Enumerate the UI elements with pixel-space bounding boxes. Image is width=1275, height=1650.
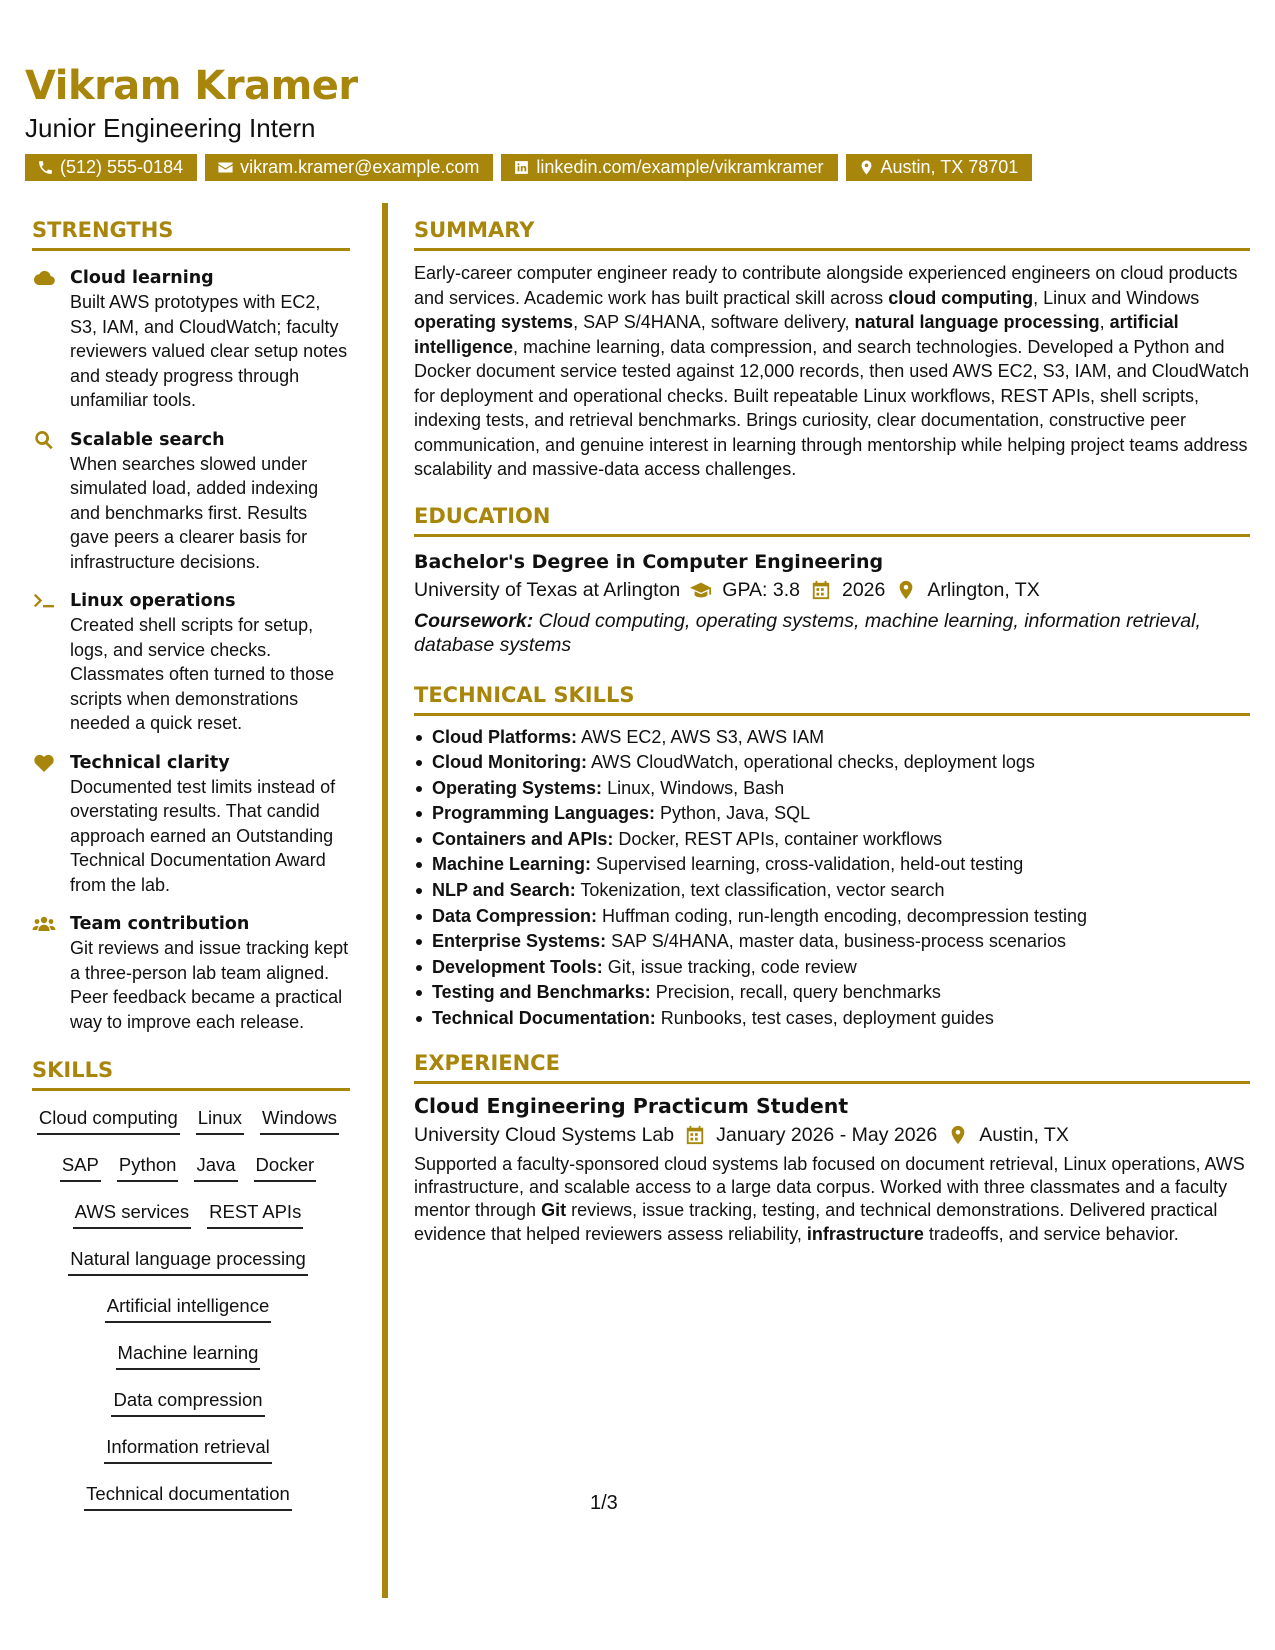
skill-tag: Docker <box>254 1152 317 1182</box>
education-heading: EDUCATION <box>414 502 1250 537</box>
skill-tag: Cloud computing <box>37 1105 180 1135</box>
contact-bar <box>25 154 1250 181</box>
contact-phone[interactable] <box>25 154 197 181</box>
list-item: Cloud Platforms: AWS EC2, AWS S3, AWS IAM <box>414 725 1250 751</box>
list-item: Operating Systems: Linux, Windows, Bash <box>414 776 1250 802</box>
calendar-icon <box>684 1125 706 1145</box>
skill-tag: Windows <box>260 1105 339 1135</box>
skill-tag: Information retrieval <box>104 1434 271 1464</box>
skill-tag: AWS services <box>73 1199 191 1229</box>
heart-icon <box>32 752 56 774</box>
contact-email-text: vikram.kramer@example.com <box>240 157 480 177</box>
gpa: GPA: 3.8 <box>722 578 800 601</box>
list-item: Testing and Benchmarks: Precision, recall, query benchmarks <box>414 980 1250 1006</box>
resume-header <box>25 62 1250 181</box>
contact-location-text: Austin, TX 78701 <box>880 157 1019 177</box>
education-meta <box>414 575 1250 605</box>
page-number: 1/3 <box>590 1492 618 1514</box>
technical-skills-section <box>414 681 1250 1032</box>
left-column <box>32 216 350 1528</box>
job-title: Cloud Engineering Practicum Student <box>414 1093 849 1118</box>
skill-tag: Data compression <box>111 1387 264 1417</box>
skill-tag: Artificial intelligence <box>105 1293 271 1323</box>
skill-tag: Technical documentation <box>84 1481 292 1511</box>
list-item: Development Tools: Git, issue tracking, code review <box>414 955 1250 981</box>
experience-description: Supported a faculty-sponsored cloud systems lab focused on document retrieval, Linux operations, AWS infrastructure, and scalable access to a large data corpus. Worked with three classmates and a faculty mentor through Git reviews, issue tracking, testing, and technical demonstrations. Delivered practical evidence that helped reviewers assess reliability, infrastructure tradeoffs, and service behavior. <box>414 1153 1245 1244</box>
envelope-icon <box>217 159 234 176</box>
phone-icon <box>37 159 54 176</box>
strength-item <box>32 589 350 736</box>
list-item: Machine Learning: Supervised learning, cross-validation, held-out testing <box>414 852 1250 878</box>
map-pin-icon <box>858 159 875 176</box>
technical-skills-list <box>414 725 1250 1032</box>
strength-title: Cloud learning <box>70 268 214 288</box>
contact-location <box>846 154 1033 181</box>
linkedin-icon <box>513 159 530 176</box>
contact-phone-text: (512) 555-0184 <box>60 157 184 177</box>
skill-tag: SAP <box>60 1152 101 1182</box>
list-item: Containers and APIs: Docker, REST APIs, container workflows <box>414 827 1250 853</box>
right-column <box>414 216 1250 1246</box>
map-pin-icon <box>947 1125 969 1145</box>
skills-section <box>32 1056 350 1528</box>
map-pin-icon <box>895 580 917 600</box>
experience-heading: EXPERIENCE <box>414 1049 1250 1084</box>
graduation-year: 2026 <box>841 578 886 601</box>
list-item: Data Compression: Huffman coding, run-length encoding, decompression testing <box>414 904 1250 930</box>
degree-title: Bachelor's Degree in Computer Engineering <box>414 550 884 573</box>
list-item: Cloud Monitoring: AWS CloudWatch, operational checks, deployment logs <box>414 750 1250 776</box>
technical-skills-heading: TECHNICAL SKILLS <box>414 681 1250 716</box>
cloud-icon <box>32 267 56 289</box>
candidate-role: Junior Engineering Intern <box>25 113 316 143</box>
experience-section <box>414 1049 1250 1246</box>
coursework: Coursework: Cloud computing, operating systems, machine learning, information retrieval, database systems <box>414 609 1201 656</box>
strength-item <box>32 266 350 413</box>
skill-tag: Natural language processing <box>68 1246 308 1276</box>
strength-description: Documented test limits instead of overstating results. That candid approach earned an Outstanding Technical Documentation Award from the lab. <box>70 776 336 895</box>
strength-description: Built AWS prototypes with EC2, S3, IAM, and CloudWatch; faculty reviewers valued clear setup notes and steady progress through unfamiliar tools. <box>70 292 348 410</box>
graduation-cap-icon <box>690 580 712 600</box>
employment-dates: January 2026 - May 2026 <box>716 1123 938 1146</box>
skill-tag: Machine learning <box>116 1340 261 1370</box>
terminal-icon <box>32 590 56 612</box>
calendar-icon <box>810 580 832 600</box>
skill-tag: REST APIs <box>207 1199 303 1229</box>
strength-title: Technical clarity <box>70 752 230 773</box>
strength-item <box>32 912 350 1034</box>
users-icon <box>32 913 56 935</box>
experience-meta <box>414 1120 1250 1150</box>
strength-description: Git reviews and issue tracking kept a three-person lab team aligned. Peer feedback became a practical way to improve each release. <box>70 938 349 1032</box>
strength-description: Created shell scripts for setup, logs, and service checks. Classmates often turned to those scripts when demonstrations needed a quick reset. <box>70 615 335 733</box>
strength-title: Linux operations <box>70 591 236 611</box>
skill-tag: Java <box>194 1152 237 1182</box>
column-divider <box>382 203 388 1598</box>
search-icon <box>32 429 56 451</box>
skills-heading: SKILLS <box>32 1056 350 1091</box>
list-item: Technical Documentation: Runbooks, test cases, deployment guides <box>414 1006 1250 1032</box>
contact-linkedin-text: linkedin.com/example/vikramkramer <box>536 157 824 177</box>
skill-tag: Linux <box>196 1105 244 1135</box>
strength-item <box>32 428 350 575</box>
job-location: Austin, TX <box>979 1123 1069 1146</box>
strength-item <box>32 751 350 898</box>
list-item: Programming Languages: Python, Java, SQL <box>414 801 1250 827</box>
strength-title: Team contribution <box>70 914 250 934</box>
list-item: Enterprise Systems: SAP S/4HANA, master data, business-process scenarios <box>414 929 1250 955</box>
strength-description: When searches slowed under simulated load, added indexing and benchmarks first. Results gave peers a clearer basis for infrastructure decisions. <box>70 453 319 572</box>
list-item: NLP and Search: Tokenization, text classification, vector search <box>414 878 1250 904</box>
school-name: University of Texas at Arlington <box>414 578 681 601</box>
summary-heading: SUMMARY <box>414 216 1250 251</box>
skills-tag-list <box>32 1105 350 1528</box>
candidate-name: Vikram Kramer <box>25 63 358 109</box>
education-section <box>414 502 1250 657</box>
summary-text: Early-career computer engineer ready to contribute alongside experienced engineers on cloud products and services. Academic work has built practical skill across cloud computing, Linux and Windows operating systems, SAP S/4HANA, software delivery, natural language processing, artificial intelligence, machine learning, data compression, and search technologies. Developed a Python and Docker document service tested against 12,000 records, then used AWS EC2, S3, IAM, and CloudWatch for deployment and operational checks. Built repeatable Linux workflows, REST APIs, shell scripts, indexing tests, and retrieval benchmarks. Brings curiosity, clear documentation, constructive peer communication, and genuine interest in learning through mentorship while helping project teams address scalability and massive-data access challenges. <box>414 263 1250 479</box>
organization-name: University Cloud Systems Lab <box>414 1123 675 1146</box>
skill-tag: Python <box>117 1152 179 1182</box>
school-location: Arlington, TX <box>927 578 1040 601</box>
contact-email[interactable] <box>205 154 493 181</box>
strength-title: Scalable search <box>70 429 225 450</box>
contact-linkedin[interactable] <box>501 154 837 181</box>
strengths-heading: STRENGTHS <box>32 216 350 251</box>
